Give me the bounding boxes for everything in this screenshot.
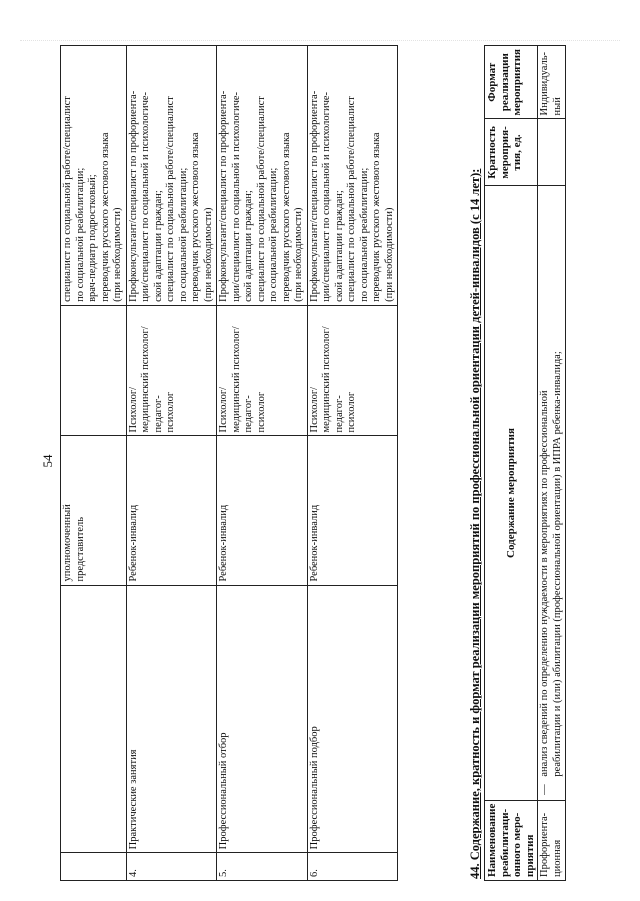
text-line: ской адаптации граждан;: [243, 190, 254, 302]
text-line: реабилитаци-: [498, 808, 511, 877]
text-line: мероприятия: [511, 49, 523, 116]
text-line: Ребенок-инвалид: [127, 504, 139, 582]
text-line: по социальной реабилитации;: [177, 167, 189, 302]
row-number: 6.: [307, 853, 398, 881]
text-line: специалист по социальной работе/специалист: [255, 96, 267, 302]
upper-table-row: [61, 46, 127, 881]
text-line: ции/специалист по социальной и психологиче-: [230, 91, 242, 302]
text-line: Ребенок-инвалид: [218, 504, 229, 582]
specialists: [307, 46, 398, 306]
text-line: (при необходимости): [202, 207, 214, 302]
text-line: реабилитации и (или) абилитации (профессиональной ориентации) в ИПРА ребенка-инвалида;: [551, 351, 563, 777]
text-line: медицинский психолог/педагог-: [140, 326, 164, 433]
header-frequency: [485, 119, 538, 186]
header-content: Содержание мероприятия: [485, 186, 538, 800]
row-number: 5.: [217, 853, 308, 881]
specialists: [61, 46, 127, 306]
page-number: 54: [40, 454, 55, 468]
text-line: (при необходимости): [293, 207, 304, 302]
row-frequency: [538, 119, 566, 186]
header-name: [485, 800, 538, 880]
text-line: специалист по социальной работе/специалист: [346, 96, 357, 302]
text-line: Формат: [486, 62, 498, 102]
row-format: [538, 46, 566, 119]
measure-name: [61, 585, 127, 853]
text-line: врач-педиатр подростковый;: [87, 174, 98, 302]
text-line: Психолог/: [127, 386, 139, 433]
upper-table-row: [307, 46, 398, 881]
text-line: Профконсультант/специалист по профориента-: [127, 90, 139, 302]
upper-table-row: [126, 46, 217, 881]
text-line: переводчик русского жестового языка: [190, 132, 201, 302]
text-line: мероприя-: [498, 126, 511, 179]
text-line: по социальной реабилитации;: [358, 167, 370, 302]
text-line: медицинский психолог/педагог-: [230, 326, 254, 433]
text-line: психолог: [346, 391, 357, 433]
participant: [307, 436, 398, 585]
upper-table-row: [217, 46, 308, 881]
text-line: ции/специалист по социальной и психологиче-: [140, 91, 151, 302]
text-line: (при необходимости): [112, 207, 123, 302]
participant: [126, 436, 217, 585]
scan-edge: [20, 10, 620, 41]
row-content: [538, 186, 566, 780]
text-line: переводчик русского жестового языка: [99, 132, 111, 302]
participant: [217, 436, 308, 585]
text-line: онного меро-: [511, 812, 523, 877]
text-line: тия, ед.: [511, 134, 523, 171]
text-line: Ребенок-инвалид: [308, 504, 320, 582]
upper-table: [60, 45, 398, 881]
specialists: [217, 46, 308, 306]
lower-row: [538, 46, 566, 881]
executor: [61, 305, 127, 436]
text-line: Индивидуаль-: [539, 51, 550, 116]
text-line: Кратность: [486, 126, 498, 179]
row-name: [538, 800, 566, 880]
row-number: [61, 853, 127, 881]
text-line: реализации: [498, 53, 511, 112]
text-line: Профконсультант/специалист по профориента-: [308, 90, 320, 302]
text-line: Наименование: [486, 803, 498, 877]
section-heading: 44. Содержание, кратность и формат реализации мероприятий по профессиональной ориентации детей-инвалидов (с 14 лет):: [468, 168, 482, 879]
text-line: ный: [551, 97, 563, 116]
text-line: ской адаптации граждан;: [333, 190, 345, 302]
text-line: медицинский психолог/педагог-: [321, 326, 345, 433]
row-dash: —: [538, 780, 566, 801]
text-line: переводчик русского жестового языка: [371, 132, 382, 302]
text-line: приятия: [523, 834, 536, 877]
executor: [307, 305, 398, 436]
text-line: по социальной реабилитации;: [268, 167, 279, 302]
text-line: представитель: [74, 516, 86, 582]
text-line: по социальной реабилитации;: [74, 167, 86, 302]
text-line: (при необходимости): [383, 207, 395, 302]
text-line: ции/специалист по социальной и психологиче-: [321, 91, 332, 302]
text-line: Психолог/: [308, 386, 320, 433]
measure-name: Практические занятия: [126, 585, 217, 853]
participant: [61, 436, 127, 585]
lower-header-row: [485, 46, 538, 881]
executor: [217, 305, 308, 436]
measure-name: Профессиональный подбор: [307, 585, 398, 853]
text-line: психолог: [165, 391, 176, 433]
text-line: специалист по социальной работе/специалист: [165, 96, 176, 302]
text-line: Профориента-: [539, 812, 550, 877]
text-line: Профконсультант/специалист по профориента-: [218, 90, 229, 302]
text-line: специалист по социальной работе/специалист: [62, 96, 73, 302]
text-line: уполномоченный: [62, 504, 73, 582]
text-line: анализ сведений по определению нуждаемости в мероприятиях по профессиональной: [539, 390, 550, 777]
text-line: переводчик русского жестового языка: [280, 132, 292, 302]
specialists: [126, 46, 217, 306]
row-number: 4.: [126, 853, 217, 881]
text-line: психолог: [255, 391, 267, 433]
lower-table: [484, 45, 566, 881]
header-format: [485, 46, 538, 119]
measure-name: Профессиональный отбор: [217, 585, 308, 853]
text-line: ской адаптации граждан;: [152, 190, 164, 302]
text-line: ционная: [551, 839, 563, 877]
executor: [126, 305, 217, 436]
text-line: Психолог/: [218, 386, 229, 433]
